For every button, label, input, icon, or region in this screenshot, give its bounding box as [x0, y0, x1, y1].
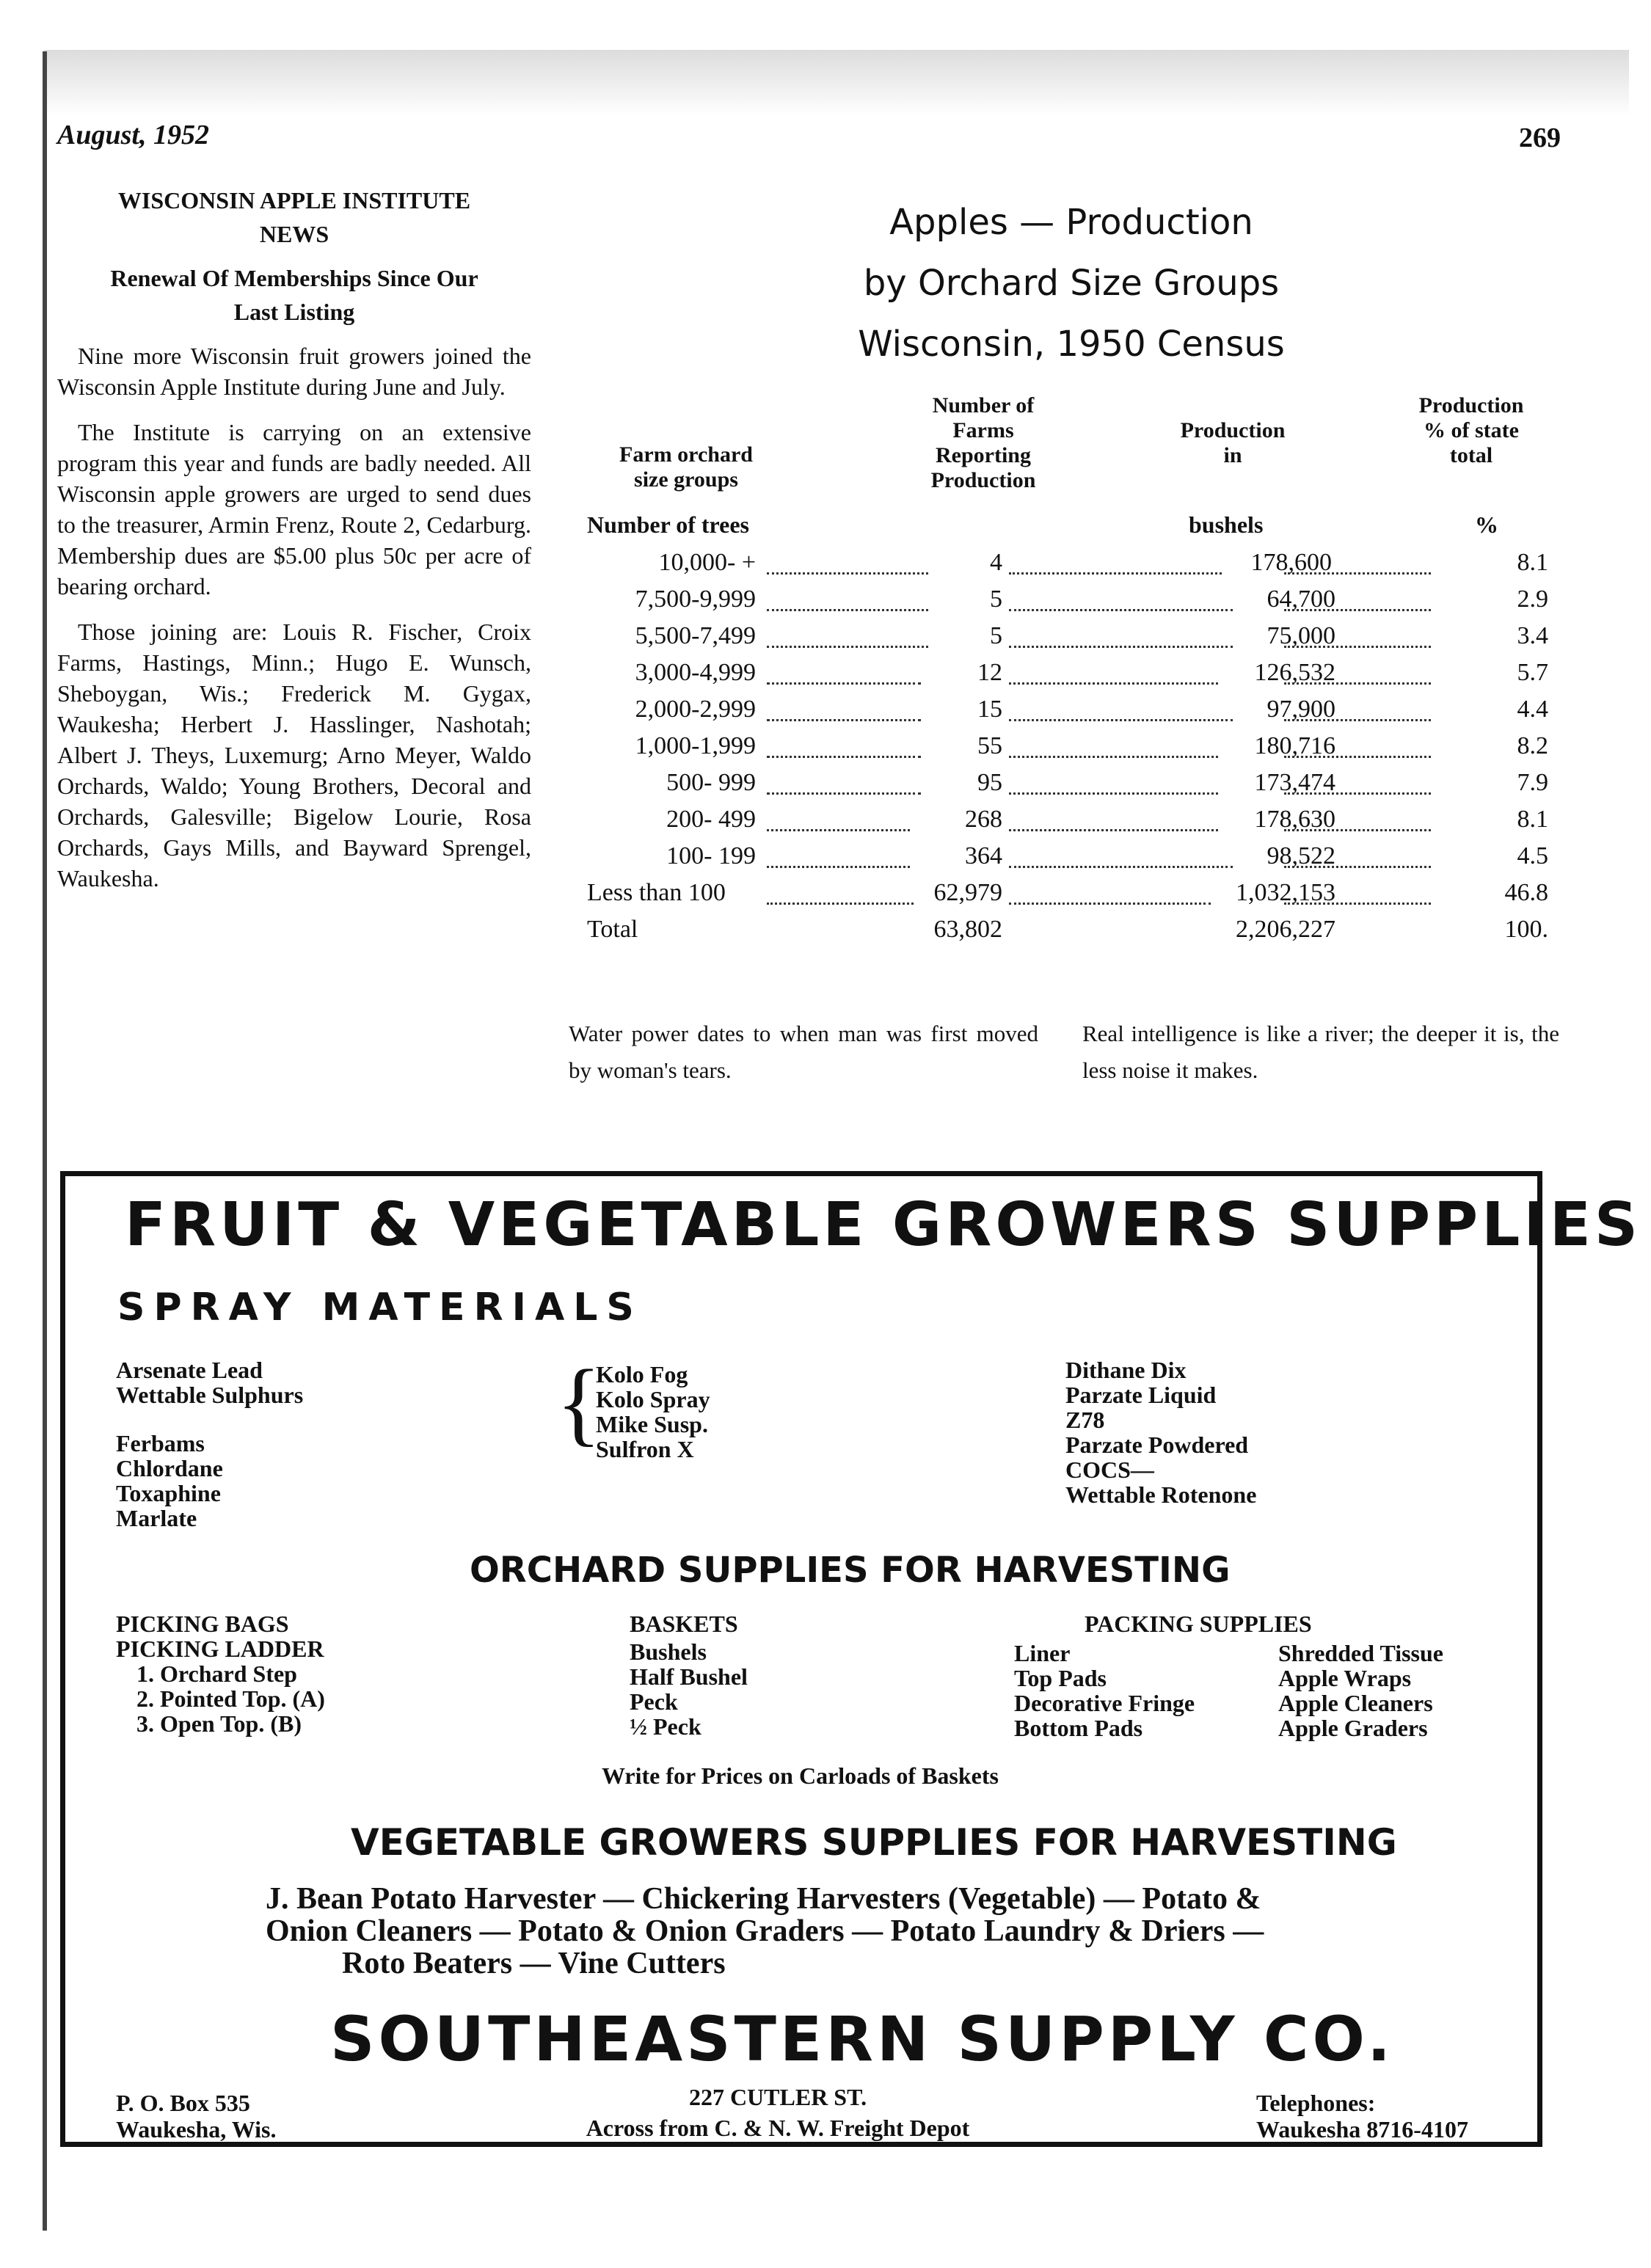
news-subheading-line2: Last Listing [233, 299, 355, 325]
spray-item: Kolo Fog [596, 1361, 688, 1388]
col-header-farms-line4: Production [930, 468, 1036, 492]
cell-bushels: 173,474 [1254, 769, 1335, 796]
col-header-farms [895, 393, 1071, 493]
table-total-row [587, 916, 1556, 952]
cell-farms: 62,979 [933, 879, 1002, 906]
news-heading-line1: WISCONSIN APPLE INSTITUTE [117, 187, 471, 214]
basket-item: Peck [630, 1688, 678, 1715]
table-row [587, 842, 1556, 879]
cell-size: 200- 499 [666, 806, 756, 833]
ladder-item: 2. Pointed Top. (A) [136, 1685, 325, 1712]
table-row [587, 732, 1556, 769]
cell-total-percent: 100. [1504, 916, 1548, 943]
packing-item: Top Pads [1014, 1665, 1107, 1691]
table-row [587, 769, 1556, 806]
baskets-heading: BASKETS [630, 1611, 738, 1637]
table-row [587, 696, 1556, 732]
table-title-line2: by Orchard Size Groups [863, 263, 1280, 304]
news-paragraph: Nine more Wisconsin fruit growers joined the Wisconsin Apple Institute during June and July. [57, 343, 531, 400]
cell-total-farms: 63,802 [933, 916, 1002, 943]
ad-headline: FRUIT & VEGETABLE GROWERS SUPPLIES [125, 1190, 1641, 1260]
packing-list-a [1014, 1641, 1195, 1740]
spray-list-c [1065, 1357, 1256, 1507]
cell-bushels: 75,000 [1267, 622, 1335, 649]
news-paragraph: Those joining are: Louis R. Fischer, Croix Farms, Hastings, Minn.; Hugo E. Wunsch, Sheboygan, Wis.; Frederick M. Gygax, Waukesha; Herbert J. Hasslinger, Nashotah; Albert J. Theys, Luxemurg; Arno Meyer, Waldo Orchards, Waldo; Young Brothers, Decoral and Orchards, Galesville; Bigelow Lourie, Rosa Orchards, Gays Mills, and Bayward Sprengel, Waukesha. [57, 619, 531, 891]
cell-size: 500- 999 [666, 769, 756, 796]
packing-item: Shredded Tissue [1278, 1640, 1443, 1666]
col-header-farms-line1: Number of [932, 393, 1035, 417]
cell-percent: 2.9 [1517, 586, 1548, 613]
cell-percent: 8.2 [1517, 732, 1548, 759]
spray-list-a [116, 1357, 303, 1407]
street-address: 227 CUTLER ST. [688, 2084, 867, 2110]
company-address [558, 2084, 998, 2141]
telephones-label: Telephones: [1256, 2090, 1376, 2116]
cell-percent: 7.9 [1517, 769, 1548, 796]
cell-farms: 95 [977, 769, 1002, 796]
spray-item: COCS— [1065, 1456, 1154, 1483]
basket-item: Bushels [630, 1638, 707, 1665]
col-header-size [587, 442, 785, 492]
spray-item: Sulfron X [596, 1436, 694, 1462]
spray-item: Wettable Rotenone [1065, 1481, 1257, 1508]
basket-item: Half Bushel [630, 1663, 748, 1690]
packing-item: Bottom Pads [1014, 1715, 1143, 1741]
cell-bushels: 98,522 [1267, 842, 1335, 869]
col-header-production-line2: in [1223, 443, 1242, 467]
vegetable-list [266, 1883, 1264, 1980]
cell-percent: 4.5 [1517, 842, 1548, 869]
packing-item: Liner [1014, 1640, 1071, 1666]
spray-item: Toxaphine [116, 1480, 221, 1506]
cell-total-bushels: 2,206,227 [1236, 916, 1335, 943]
col-header-size-line1: Farm orchard [619, 442, 753, 467]
packing-heading: PACKING SUPPLIES [1085, 1611, 1312, 1637]
table-row [587, 622, 1556, 659]
cell-farms: 55 [977, 732, 1002, 759]
table-row [587, 806, 1556, 842]
quote-intelligence: Real intelligence is like a river; the deeper it is, the less noise it makes. [1082, 1021, 1559, 1083]
cell-size: 7,500-9,999 [635, 586, 756, 613]
cell-farms: 15 [977, 696, 1002, 723]
spray-list-kolo [596, 1362, 710, 1462]
cell-bushels: 64,700 [1267, 586, 1335, 613]
spray-list-b [116, 1431, 223, 1531]
spray-item: Wettable Sulphurs [116, 1382, 304, 1408]
basket-item: ½ Peck [630, 1713, 701, 1740]
cell-percent: 8.1 [1517, 806, 1548, 833]
col-header-percent-line2: % of state [1424, 418, 1519, 442]
cell-size: 2,000-2,999 [635, 696, 756, 723]
institute-news-article [57, 183, 531, 894]
spray-item: Dithane Dix [1065, 1357, 1187, 1383]
cell-size: Less than 100 [587, 879, 726, 906]
picking-supplies [116, 1611, 325, 1736]
picking-ladder: PICKING LADDER [116, 1636, 324, 1662]
production-table [587, 549, 1556, 952]
cell-size: 3,000-4,999 [635, 659, 756, 686]
cell-size: 1,000-1,999 [635, 732, 756, 759]
po-box: P. O. Box 535 [116, 2090, 250, 2116]
vegetable-line: Onion Cleaners — Potato & Onion Graders — Potato Laundry & Driers — [266, 1914, 1264, 1948]
table-row [587, 586, 1556, 622]
units-trees: Number of trees [587, 511, 749, 538]
picking-bags: PICKING BAGS [116, 1611, 289, 1637]
cell-percent: 46.8 [1504, 879, 1548, 906]
col-header-percent-line1: Production [1418, 393, 1524, 417]
page-edge-line [43, 51, 47, 2231]
table-title-line1: Apples — Production [889, 202, 1253, 243]
cell-farms: 364 [965, 842, 1002, 869]
col-header-farms-line3: Reporting [936, 443, 1031, 467]
ladder-item: 1. Orchard Step [136, 1660, 297, 1687]
cell-farms: 5 [990, 586, 1002, 613]
cell-size: 10,000- + [658, 549, 756, 576]
scan-shade [44, 50, 1629, 116]
baskets-note: Write for Prices on Carloads of Baskets [602, 1762, 999, 1789]
spray-item: Z78 [1065, 1407, 1105, 1433]
units-percent: % [1475, 511, 1498, 538]
company-name: SOUTHEASTERN SUPPLY CO. [330, 2003, 1394, 2075]
spray-item: Chlordane [116, 1455, 223, 1481]
company-city: Waukesha, Wis. [116, 2116, 277, 2143]
table-row [587, 549, 1556, 586]
col-header-percent [1394, 393, 1548, 468]
packing-item: Apple Wraps [1278, 1665, 1412, 1691]
spray-item: Mike Susp. [596, 1411, 708, 1437]
cell-bushels: 126,532 [1254, 659, 1335, 686]
cell-bushels: 178,630 [1254, 806, 1335, 833]
packing-item: Apple Graders [1278, 1715, 1428, 1741]
table-title-line3: Wisconsin, 1950 Census [858, 324, 1285, 365]
spray-item: Arsenate Lead [116, 1357, 263, 1383]
spray-item: Marlate [116, 1505, 197, 1531]
cell-size: 100- 199 [666, 842, 756, 869]
page-number: 269 [1519, 123, 1561, 153]
address-landmark: Across from C. & N. W. Freight Depot [586, 2115, 970, 2141]
company-mailing [116, 2090, 276, 2143]
cell-bushels: 1,032,153 [1236, 879, 1335, 906]
spray-item: Parzate Liquid [1065, 1382, 1217, 1408]
news-paragraph: The Institute is carrying on an extensive program this year and funds are badly needed. All Wisconsin apple growers are urged to send dues to the treasurer, Armin Frenz, Route 2, Cedarburg. Membership dues are $5.00 plus 50c per acre of bearing orchard. [57, 419, 531, 599]
cell-farms: 12 [977, 659, 1002, 686]
cell-percent: 8.1 [1517, 549, 1548, 576]
baskets-list [630, 1611, 748, 1739]
packing-item: Apple Cleaners [1278, 1690, 1433, 1716]
cell-farms: 268 [965, 806, 1002, 833]
col-header-production [1145, 418, 1321, 468]
col-header-size-line2: size groups [634, 467, 738, 492]
ladder-item: 3. Open Top. (B) [136, 1710, 302, 1737]
packing-item: Decorative Fringe [1014, 1690, 1195, 1716]
col-header-percent-line3: total [1449, 443, 1493, 467]
cell-bushels: 97,900 [1267, 696, 1335, 723]
telephone-number: Waukesha 8716-4107 [1256, 2116, 1468, 2143]
units-bushels: bushels [1189, 511, 1264, 538]
cell-size: 5,500-7,499 [635, 622, 756, 649]
news-heading-line2: NEWS [259, 221, 329, 247]
cell-farms: 4 [990, 549, 1002, 576]
orchard-supplies-heading: ORCHARD SUPPLIES FOR HARVESTING [470, 1550, 1231, 1591]
issue-date: August, 1952 [57, 120, 209, 150]
table-title [778, 192, 1365, 375]
cell-percent: 4.4 [1517, 696, 1548, 723]
brace-glyph: { [556, 1351, 602, 1455]
cell-farms: 5 [990, 622, 1002, 649]
vegetable-line: Roto Beaters — Vine Cutters [342, 1947, 726, 1980]
vegetable-line: J. Bean Potato Harvester — Chickering Harvesters (Vegetable) — Potato & [266, 1882, 1261, 1916]
cell-percent: 3.4 [1517, 622, 1548, 649]
spray-item: Ferbams [116, 1430, 205, 1456]
table-row [587, 879, 1556, 916]
cell-total-label: Total [587, 916, 638, 943]
quote-water-power: Water power dates to when man was first moved by woman's tears. [569, 1021, 1038, 1083]
table-row [587, 659, 1556, 696]
vegetable-supplies-heading: VEGETABLE GROWERS SUPPLIES FOR HARVESTING [351, 1821, 1397, 1864]
spray-item: Kolo Spray [596, 1386, 710, 1412]
col-header-farms-line2: Farms [952, 418, 1014, 442]
company-phone [1256, 2090, 1468, 2143]
cell-bushels: 178,600 [1250, 549, 1332, 576]
spray-item: Parzate Powdered [1065, 1432, 1249, 1458]
cell-percent: 5.7 [1517, 659, 1548, 686]
news-subheading-line1: Renewal Of Memberships Since Our [110, 265, 478, 291]
cell-bushels: 180,716 [1254, 732, 1335, 759]
packing-list-b [1278, 1641, 1443, 1740]
spray-materials-heading: SPRAY MATERIALS [117, 1286, 643, 1330]
col-header-production-line1: Production [1180, 418, 1286, 442]
